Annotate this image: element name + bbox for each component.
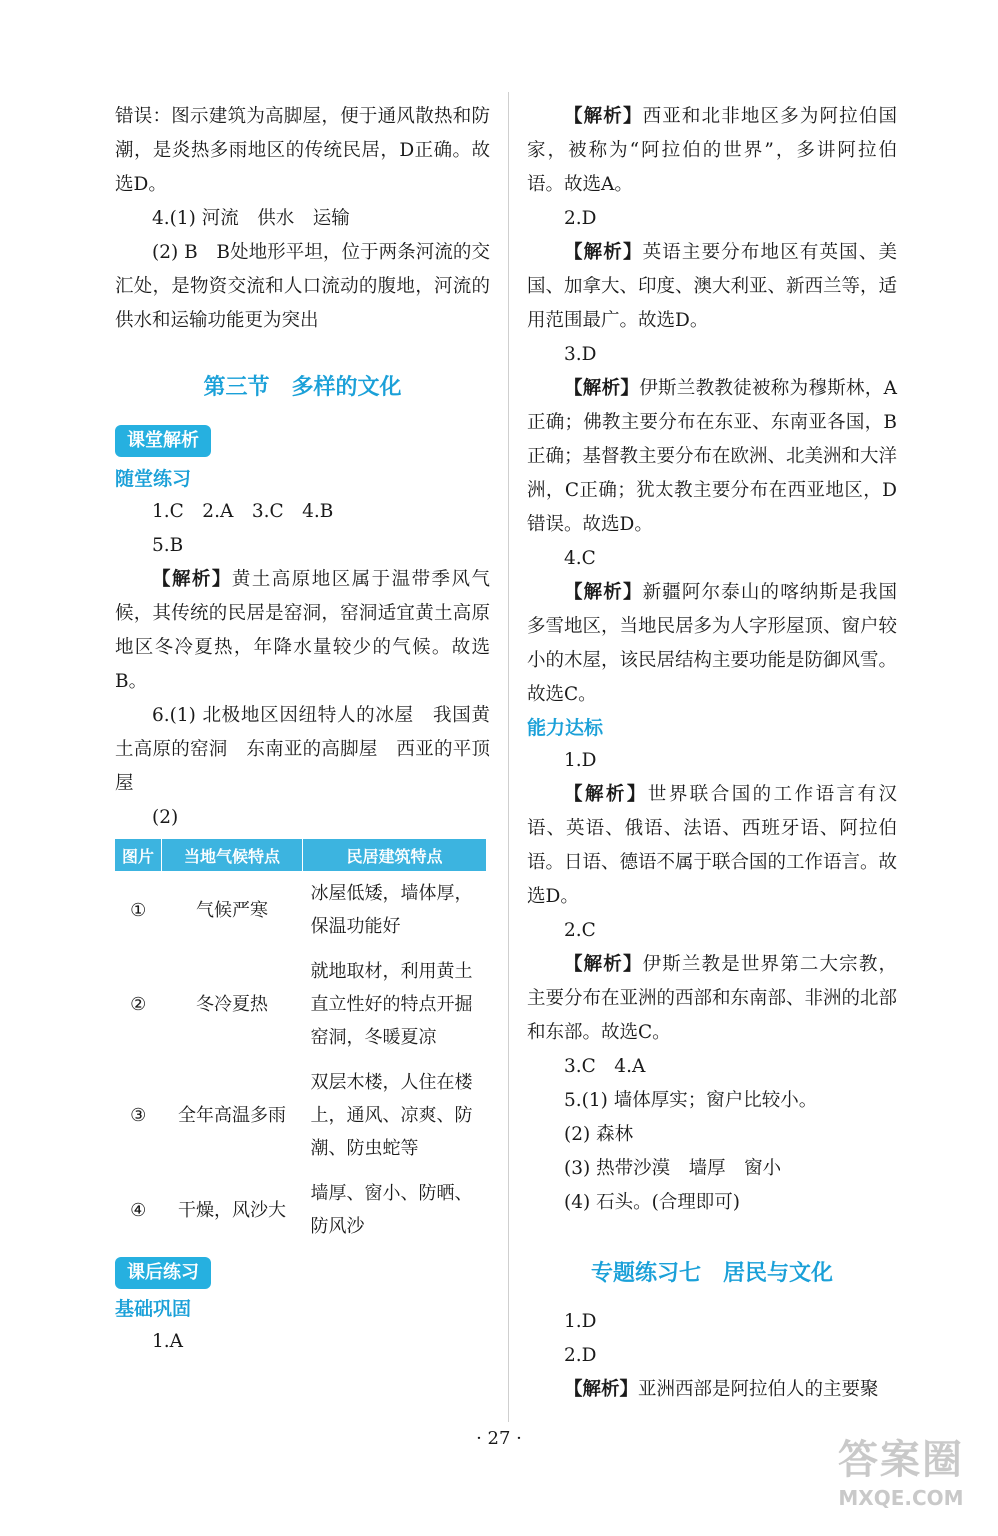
watermark-text: 答案圈 [838, 1437, 964, 1483]
table-cell: ③ [130, 1105, 147, 1126]
section-pill-after-class: 课后练习 [115, 1257, 211, 1289]
table-row [115, 1060, 487, 1171]
table-row [115, 871, 487, 949]
answer-line: 2.D [564, 1345, 597, 1366]
right-column [527, 100, 897, 1407]
watermark-url: MXQE.COM [838, 1486, 964, 1510]
left-column [115, 100, 490, 1359]
analysis-tag: 【解析】 [564, 242, 643, 263]
explanation-text: 亚洲西部是阿拉伯人的主要聚 [638, 1379, 879, 1400]
explanation-text: 黄土高原地区属于温带季风气候，其传统的民居是窑洞，窑洞适宜黄土高原地区冬冷夏热，年降水量较少的气候。故选B。 [115, 569, 490, 692]
analysis-tag: 【解析】 [564, 954, 643, 975]
answer-line: 4.C [564, 548, 596, 569]
answer-line: (4) 石头。(合理即可) [564, 1192, 741, 1213]
explanation-paragraph [527, 236, 897, 338]
subheading-practice: 随堂练习 [115, 468, 192, 490]
explanation-text: 西亚和北非地区多为阿拉伯国家，被称为“阿拉伯的世界”，多讲阿拉伯语。故选A。 [527, 106, 897, 195]
table-header: 当地气候特点 [162, 839, 303, 871]
table-header: 图片 [115, 839, 162, 871]
explanation-paragraph [527, 1373, 897, 1407]
table-cell: 干燥，风沙大 [178, 1199, 286, 1221]
table-row [115, 1171, 487, 1249]
explanation-paragraph [527, 576, 897, 712]
analysis-tag: 【解析】 [564, 1379, 639, 1400]
answer-line: 4.(1) 河流 供水 运输 [152, 208, 350, 229]
subheading-basics: 基础巩固 [115, 1298, 192, 1320]
watermark-logo [826, 1434, 976, 1520]
table-cell: 气候严寒 [196, 899, 268, 921]
table-cell: ② [130, 994, 147, 1015]
explanation-text: 世界联合国的工作语言有汉语、英语、俄语、法语、西班牙语、阿拉伯语。日语、德语不属于联合国的工作语言。故选D。 [527, 784, 898, 907]
analysis-tag: 【解析】 [152, 569, 232, 590]
answer-paragraph: 错误：图示建筑为高脚屋，便于通风散热和防潮，是炎热多雨地区的传统民居，D正确。故选D。 [115, 106, 490, 195]
explanation-text: 伊斯兰教是世界第二大宗教，主要分布在亚洲的西部和东南部、非洲的北部和东部。故选C。 [527, 954, 898, 1043]
section-title: 专题练习七 居民与文化 [590, 1261, 833, 1286]
table-header-row [115, 839, 487, 871]
section-pill-class-analysis: 课堂解析 [115, 425, 211, 457]
analysis-tag: 【解析】 [564, 378, 640, 399]
explanation-paragraph [527, 948, 897, 1050]
explanation-text: 英语主要分布地区有英国、美国、加拿大、印度、澳大利亚、新西兰等，适用范围最广。故选D。 [527, 242, 898, 331]
answer-paragraph: (2) B B处地形平坦，位于两条河流的交汇处，是物资交流和人口流动的腹地，河流的供水和运输功能更为突出 [115, 242, 490, 331]
explanation-text: 新疆阿尔泰山的喀纳斯是我国多雪地区，当地民居多为人字形屋顶、窗户较小的木屋，该民居结构主要功能是防御风雪。故选C。 [527, 582, 898, 705]
analysis-tag: 【解析】 [564, 582, 643, 603]
answer-line: (2) [152, 807, 179, 828]
analysis-tag: 【解析】 [564, 784, 648, 805]
climate-housing-table [115, 839, 487, 1249]
explanation-text: 伊斯兰教教徒被称为穆斯林，A正确；佛教主要分布在东亚、东南亚各国，B正确；基督教主要分布在欧洲、北美洲和大洋洲，C正确；犹太教主要分布在西亚地区，D错误。故选D。 [527, 378, 898, 535]
answer-line: 3.D [564, 344, 597, 365]
answer-line: (3) 热带沙漠 墙厚 窗小 [564, 1158, 782, 1179]
subheading-ability: 能力达标 [527, 717, 604, 739]
table-cell: 就地取材，利用黄土直立性好的特点开掘窑洞，冬暖夏凉 [310, 961, 473, 1048]
answer-line: 1.A [152, 1331, 184, 1352]
analysis-tag: 【解析】 [564, 106, 643, 127]
answer-line: 5.(1) 墙体厚实；窗户比较小。 [564, 1090, 818, 1111]
answer-line: 5.B [152, 535, 184, 556]
answer-paragraph: 6.(1) 北极地区因纽特人的冰屋 我国黄土高原的窑洞 东南亚的高脚屋 西亚的平顶屋 [115, 705, 490, 794]
table-row [115, 949, 487, 1060]
table-cell: 冬冷夏热 [196, 994, 268, 1015]
page-number: · 27 · [476, 1428, 522, 1449]
table-cell: ① [130, 899, 147, 921]
answer-line: 3.C 4.A [564, 1056, 646, 1077]
column-divider [508, 92, 509, 1422]
table-cell: 冰屋低矮，墙体厚，保温功能好 [310, 883, 473, 937]
table-cell: ④ [130, 1199, 147, 1221]
section-title: 第三节 多样的文化 [203, 375, 402, 400]
answer-line: 2.C [564, 920, 596, 941]
explanation-paragraph [115, 563, 490, 699]
table-header: 民居建筑特点 [303, 839, 487, 871]
answer-line: 1.D [564, 1311, 597, 1332]
table-cell: 全年高温多雨 [178, 1105, 286, 1126]
table-cell: 双层木楼，人住在楼上，通风、凉爽、防潮、防虫蛇等 [310, 1072, 473, 1159]
table-cell: 墙厚、窗小、防晒、防风沙 [310, 1183, 473, 1237]
explanation-paragraph [527, 100, 897, 202]
answer-line: 2.D [564, 208, 597, 229]
answer-line: (2) 森林 [564, 1124, 634, 1145]
explanation-paragraph [527, 372, 897, 542]
explanation-paragraph [527, 778, 897, 914]
answer-line: 1.D [564, 750, 597, 771]
answer-line: 1.C 2.A 3.C 4.B [152, 501, 334, 522]
